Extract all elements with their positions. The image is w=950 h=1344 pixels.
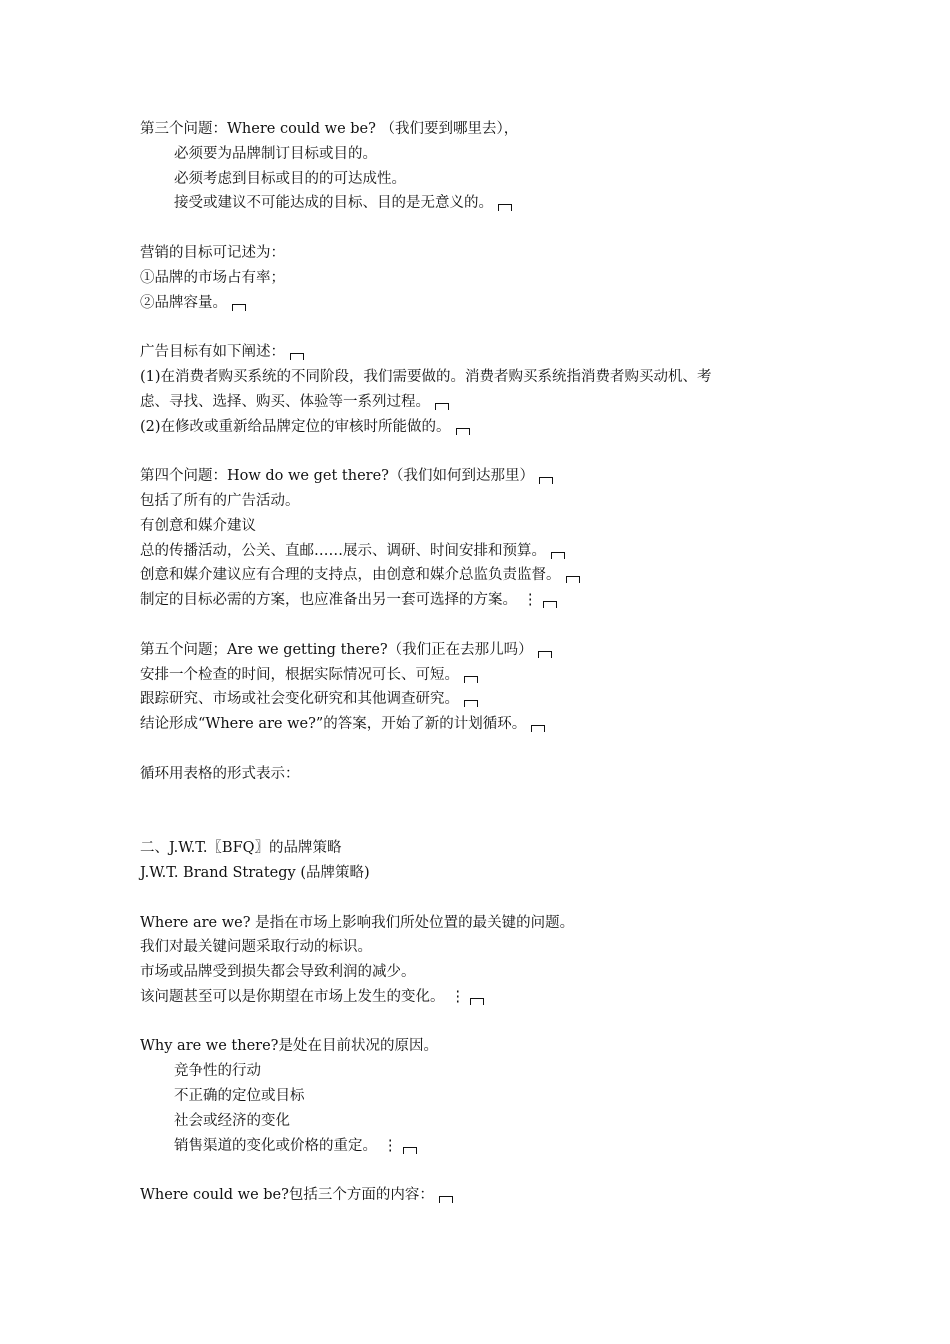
blank-line <box>140 811 820 836</box>
why-item: 社会或经济的变化 <box>174 1112 290 1129</box>
section3-heading: 第三个问题：Where could we be? （我们要到哪里去）， <box>140 121 519 137</box>
section3-item: 接受或建议不可能达成的目标、目的是无意义的。 <box>140 191 820 216</box>
where-item: Where are we? 是指在市场上影响我们所处位置的最关键的问题。 <box>140 914 575 931</box>
where-item: 我们对最关键问题采取行动的标识。 <box>140 939 372 956</box>
blank-line <box>140 315 820 340</box>
section4-item: 总的传播活动，公关、直邮……展示、调研、时间安排和预算。 <box>140 539 820 564</box>
blank-line <box>140 1010 820 1035</box>
paragraph-mark-icon <box>435 403 449 410</box>
section5-item: 结论形成“Where are we?”的答案，开始了新的计划循环。 <box>140 712 820 737</box>
advert-item: (1)在消费者购买系统的不同阶段，我们需要做的。消费者购买系统指消费者购买动机、考 <box>140 368 712 385</box>
blank-line <box>140 737 820 762</box>
document-body <box>140 117 820 1208</box>
blank-line <box>140 439 820 464</box>
marketing-heading: 营销的目标可记述为： <box>140 244 285 261</box>
marketing-item: ①品牌的市场占有率； <box>140 269 285 286</box>
section3-item: 必须考虑到目标或目的的可达成性。 <box>174 170 406 187</box>
paragraph-mark-icon <box>566 576 580 583</box>
paragraph-mark-icon <box>470 998 484 1005</box>
section4-heading: 第四个问题：How do we get there?（我们如何到达那里） <box>140 464 820 489</box>
section5-heading: 第五个问题；Are we getting there?（我们正在去那儿吗） <box>140 638 820 663</box>
section4-item: 有创意和媒介建议 <box>140 517 256 534</box>
paragraph-mark-icon <box>439 1196 453 1203</box>
section5-item: 跟踪研究、市场或社会变化研究和其他调查研究。 <box>140 687 820 712</box>
paragraph-mark-icon <box>232 304 246 311</box>
blank-line <box>140 787 820 812</box>
section4-item: 创意和媒介建议应有合理的支持点，由创意和媒介总监负责监督。 <box>140 563 820 588</box>
cycle-note: 循环用表格的形式表示： <box>140 765 300 782</box>
paragraph-mark-icon <box>539 477 553 484</box>
advert-heading: 广告目标有如下阐述： <box>140 340 820 365</box>
paragraph-mark-icon <box>551 552 565 559</box>
paragraph-mark-icon <box>498 204 512 211</box>
could-heading: Where could we be?包括三个方面的内容： <box>140 1183 820 1208</box>
paragraph-mark-icon <box>464 700 478 707</box>
vertical-ellipsis-icon: ⋮ <box>450 988 465 1005</box>
blank-line <box>140 886 820 911</box>
blank-line <box>140 613 820 638</box>
marketing-item: ②品牌容量。 <box>140 291 820 316</box>
paragraph-mark-icon <box>464 676 478 683</box>
paragraph-mark-icon <box>403 1147 417 1154</box>
section3-item: 必须要为品牌制订目标或目的。 <box>174 145 377 162</box>
section5-item: 安排一个检查的时间，根据实际情况可长、可短。 <box>140 663 820 688</box>
why-item: 销售渠道的变化或价格的重定。 ⋮ <box>140 1134 820 1159</box>
advert-item: 虑、寻找、选择、购买、体验等一系列过程。 <box>140 390 820 415</box>
vertical-ellipsis-icon: ⋮ <box>523 592 538 609</box>
why-item: 不正确的定位或目标 <box>174 1088 305 1105</box>
section4-item: 包括了所有的广告活动。 <box>140 492 300 509</box>
vertical-ellipsis-icon: ⋮ <box>383 1137 398 1154</box>
paragraph-mark-icon <box>543 601 557 608</box>
section4-item: 制定的目标必需的方案，也应准备出另一套可选择的方案。 ⋮ <box>140 588 820 613</box>
part2-subtitle: J.W.T. Brand Strategy (品牌策略) <box>140 864 370 881</box>
paragraph-mark-icon <box>456 428 470 435</box>
why-heading: Why are we there?是处在目前状况的原因。 <box>140 1038 438 1055</box>
where-item: 该问题甚至可以是你期望在市场上发生的变化。 ⋮ <box>140 985 820 1010</box>
paragraph-mark-icon <box>531 725 545 732</box>
where-item: 市场或品牌受到损失都会导致利润的减少。 <box>140 964 416 981</box>
paragraph-mark-icon <box>538 651 552 658</box>
part2-title: 二、J.W.T.〖BFQ〗的品牌策略 <box>140 840 342 857</box>
blank-line <box>140 216 820 241</box>
advert-item: (2)在修改或重新给品牌定位的审核时所能做的。 <box>140 415 820 440</box>
paragraph-mark-icon <box>290 353 304 360</box>
why-item: 竞争性的行动 <box>174 1063 261 1080</box>
blank-line <box>140 1158 820 1183</box>
